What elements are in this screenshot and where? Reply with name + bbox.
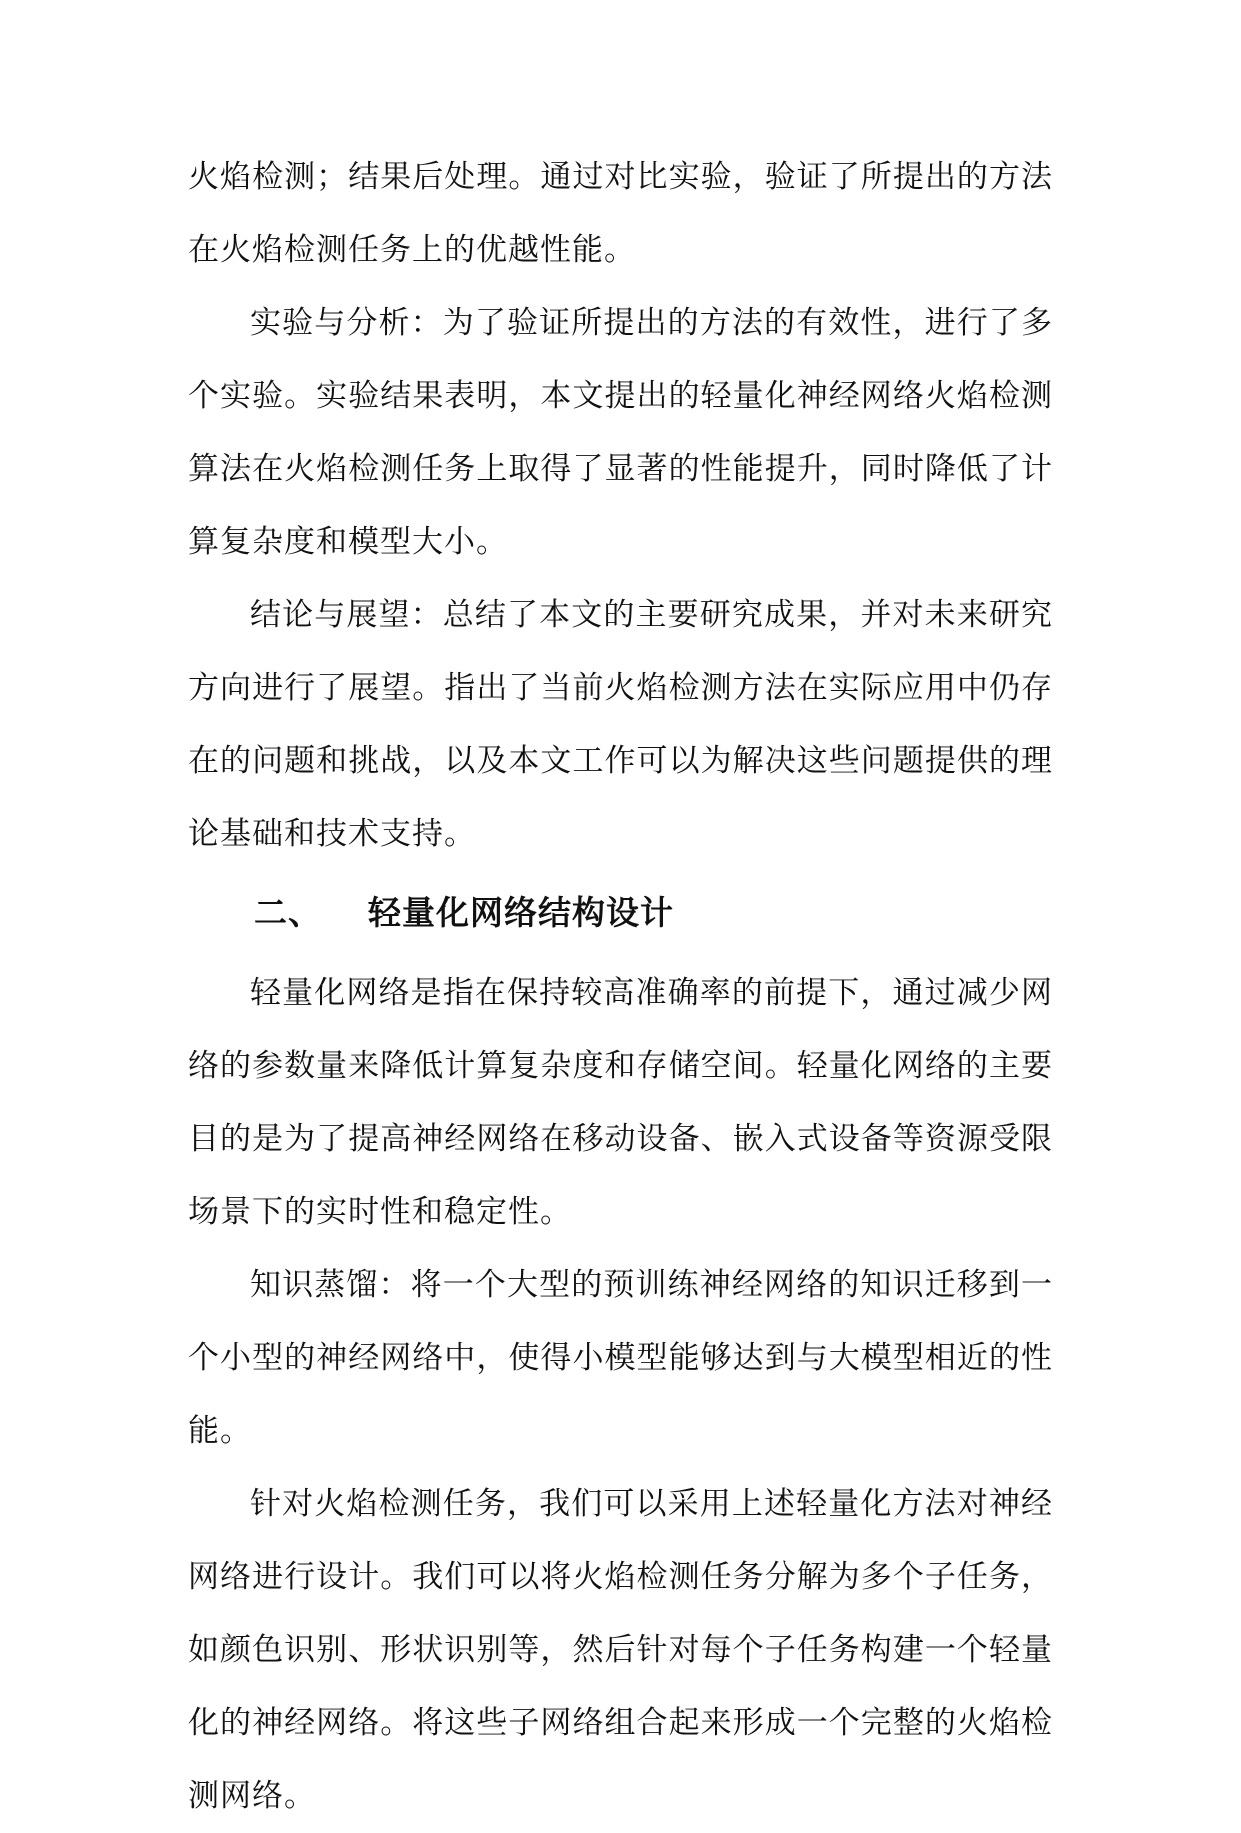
- section-number: 二、: [254, 893, 322, 932]
- document-body: [188, 141, 1053, 1833]
- section-heading: [188, 883, 1053, 943]
- section-title: 轻量化网络结构设计: [368, 893, 674, 932]
- paragraph-lightweight-network-definition: 轻量化网络是指在保持较高准确率的前提下，通过减少网络的参数量来降低计算复杂度和存储空间。轻量化网络的主要目的是为了提高神经网络在移动设备、嵌入式设备等资源受限场景下的实时性和稳定性。: [188, 975, 1053, 1230]
- paragraph-conclusion-outlook: 结论与展望：总结了本文的主要研究成果，并对未来研究方向进行了展望。指出了当前火焰检测方法在实际应用中仍存在的问题和挑战，以及本文工作可以为解决这些问题提供的理论基础和技术支持。: [188, 597, 1053, 852]
- paragraph-experiments-analysis: 实验与分析：为了验证所提出的方法的有效性，进行了多个实验。实验结果表明，本文提出的轻量化神经网络火焰检测算法在火焰检测任务上取得了显著的性能提升，同时降低了计算复杂度和模型大小。: [188, 305, 1053, 560]
- paragraph-results-postprocessing: 火焰检测；结果后处理。通过对比实验，验证了所提出的方法在火焰检测任务上的优越性能。: [188, 159, 1053, 268]
- paragraph-knowledge-distillation: 知识蒸馏：将一个大型的预训练神经网络的知识迁移到一个小型的神经网络中，使得小模型能够达到与大模型相近的性能。: [188, 1267, 1053, 1449]
- paragraph-fire-detection-design: 针对火焰检测任务，我们可以采用上述轻量化方法对神经网络进行设计。我们可以将火焰检测任务分解为多个子任务，如颜色识别、形状识别等，然后针对每个子任务构建一个轻量化的神经网络。将这些子网络组合起来形成一个完整的火焰检测网络。: [188, 1486, 1053, 1814]
